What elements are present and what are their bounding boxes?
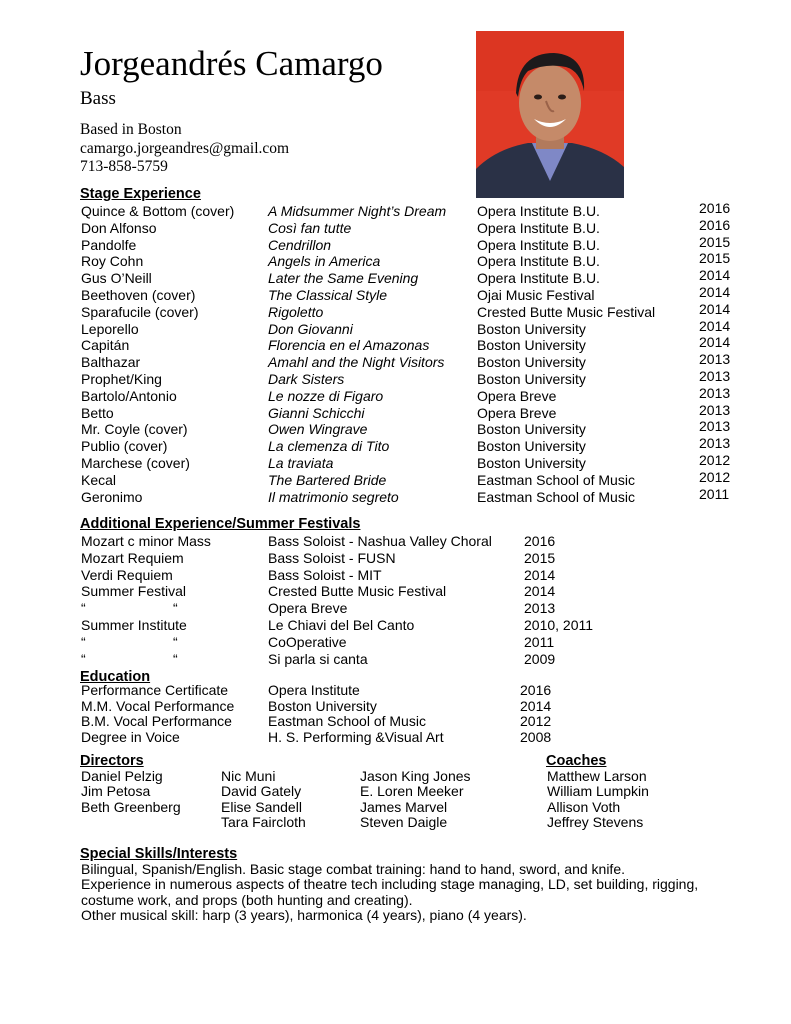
director-cell: E. Loren Meeker <box>360 783 464 800</box>
role-cell: Beethoven (cover) <box>81 286 196 303</box>
work-cell: Dark Sisters <box>268 370 345 387</box>
headshot-photo <box>476 31 624 198</box>
company-cell: Opera Breve <box>477 387 557 404</box>
company-cell: Eastman School of Music <box>477 488 635 505</box>
work-cell: Florencia en el Amazonas <box>268 337 430 354</box>
coaches-heading: Coaches <box>546 753 607 769</box>
company-cell: Eastman School of Music <box>477 471 635 488</box>
role-cell: Don Alfonso <box>81 219 157 236</box>
email-text: camargo.jorgeandres@gmail.com <box>80 139 290 157</box>
company-cell: Boston University <box>477 454 586 471</box>
coach-cell: Allison Voth <box>547 798 621 815</box>
coach-cell: Matthew Larson <box>547 768 647 784</box>
school-cell: Opera Institute <box>268 682 360 698</box>
work-cell: Verdi Requiem <box>81 566 173 583</box>
coach-cell: Jeffrey Stevens <box>547 814 644 831</box>
company-cell: Opera Institute B.U. <box>477 203 600 219</box>
year-cell: 2013 <box>699 435 731 452</box>
detail-cell: Le Chiavi del Bel Canto <box>268 616 415 633</box>
directors-heading: Directors <box>80 753 144 769</box>
work-cell: “ <box>81 650 86 667</box>
work-cell: Mozart Requiem <box>81 549 184 566</box>
ditto-cell: “ <box>173 650 178 667</box>
role-cell: Bartolo/Antonio <box>81 387 177 404</box>
coach-cell: William Lumpkin <box>547 783 649 800</box>
company-cell: Boston University <box>477 370 586 387</box>
work-cell: La traviata <box>268 454 334 471</box>
year-cell: 2014 <box>524 583 556 600</box>
candidate-name: Jorgeandrés Camargo <box>80 44 383 83</box>
role-cell: Prophet/King <box>81 370 162 387</box>
work-cell: Don Giovanni <box>268 320 353 337</box>
work-cell: Le nozze di Figaro <box>268 387 384 404</box>
work-cell: Angels in America <box>268 253 381 270</box>
skill-line: Other musical skill: harp (3 years), harmonica (4 years), piano (4 years). <box>81 907 527 924</box>
skill-line: Bilingual, Spanish/English. Basic stage combat training: hand to hand, sword, and knife. <box>81 861 625 877</box>
year-cell: 2015 <box>699 233 731 250</box>
detail-cell: Si parla si canta <box>268 650 368 667</box>
year-cell: 2014 <box>524 566 556 583</box>
role-cell: Sparafucile (cover) <box>81 303 199 320</box>
detail-cell: Opera Breve <box>268 600 348 617</box>
contact-block <box>80 121 289 177</box>
year-cell: 2013 <box>699 384 731 401</box>
role-cell: Publio (cover) <box>81 438 168 455</box>
company-cell: Boston University <box>477 438 586 455</box>
year-cell: 2016 <box>524 533 556 549</box>
location-text: Based in Boston <box>80 121 182 138</box>
role-cell: Capitán <box>81 337 130 354</box>
company-cell: Boston University <box>477 421 586 438</box>
work-cell: Summer Institute <box>81 616 187 633</box>
year-cell: 2015 <box>524 549 556 566</box>
company-cell: Opera Institute B.U. <box>477 253 600 270</box>
school-cell: Eastman School of Music <box>268 713 426 730</box>
work-cell: Così fan tutte <box>268 219 352 236</box>
work-cell: A Midsummer Night’s Dream <box>268 203 447 219</box>
year-cell: 2016 <box>699 216 731 233</box>
role-cell: Mr. Coyle (cover) <box>81 421 188 438</box>
director-cell: Tara Faircloth <box>221 814 306 831</box>
year-cell: 2011 <box>699 485 730 502</box>
role-cell: Quince & Bottom (cover) <box>81 203 235 219</box>
year-cell: 2013 <box>699 418 731 435</box>
school-cell: Boston University <box>268 697 377 714</box>
director-cell: Elise Sandell <box>221 798 302 815</box>
year-cell: 2014 <box>699 317 731 334</box>
year-cell: 2014 <box>699 283 731 300</box>
ditto-cell: “ <box>173 633 178 650</box>
company-cell: Opera Institute B.U. <box>477 270 600 287</box>
company-cell: Crested Butte Music Festival <box>477 303 656 320</box>
education-heading: Education <box>80 669 151 685</box>
year-cell: 2016 <box>699 200 731 216</box>
year-cell: 2013 <box>699 367 731 384</box>
company-cell: Boston University <box>477 354 586 371</box>
detail-cell: Bass Soloist - MIT <box>268 566 382 583</box>
special-skills-heading: Special Skills/Interests <box>80 846 238 862</box>
school-cell: H. S. Performing &Visual Art <box>268 728 444 745</box>
work-cell: La clemenza di Tito <box>268 438 390 455</box>
director-cell: James Marvel <box>360 798 448 815</box>
company-cell: Opera Breve <box>477 404 557 421</box>
degree-cell: M.M. Vocal Performance <box>81 697 235 714</box>
role-cell: Betto <box>81 404 114 421</box>
work-cell: Owen Wingrave <box>268 421 368 438</box>
work-cell: “ <box>81 633 86 650</box>
role-cell: Kecal <box>81 471 117 488</box>
company-cell: Ojai Music Festival <box>477 286 595 303</box>
director-cell: Jason King Jones <box>360 768 471 784</box>
work-cell: The Bartered Bride <box>268 471 387 488</box>
director-cell: Daniel Pelzig <box>81 768 163 784</box>
director-cell: Jim Petosa <box>81 783 151 800</box>
year-cell: 2009 <box>524 650 556 667</box>
work-cell: “ <box>81 600 86 617</box>
ditto-cell: “ <box>173 600 178 617</box>
work-cell: Il matrimonio segreto <box>268 488 399 505</box>
work-cell: Summer Festival <box>81 583 187 600</box>
role-cell: Gus O’Neill <box>81 270 152 287</box>
degree-cell: Degree in Voice <box>81 728 180 745</box>
year-cell: 2014 <box>699 300 731 317</box>
detail-cell: Bass Soloist - FUSN <box>268 549 396 566</box>
voice-type: Bass <box>80 88 116 109</box>
phone-text: 713-858-5759 <box>80 158 168 175</box>
year-cell: 2014 <box>699 267 731 284</box>
work-cell: Rigoletto <box>268 303 324 320</box>
work-cell: Mozart c minor Mass <box>81 533 211 549</box>
year-cell: 2008 <box>520 728 552 745</box>
year-cell: 2011 <box>524 633 555 650</box>
year-cell: 2012 <box>699 468 731 485</box>
stage-experience-heading: Stage Experience <box>80 186 201 202</box>
work-cell: Cendrillon <box>268 236 332 253</box>
company-cell: Opera Institute B.U. <box>477 236 600 253</box>
year-cell: 2012 <box>520 713 552 730</box>
director-cell: David Gately <box>221 783 302 800</box>
special-skills-text <box>81 862 741 924</box>
year-cell: 2016 <box>520 682 552 698</box>
role-cell: Marchese (cover) <box>81 454 190 471</box>
role-cell: Geronimo <box>81 488 143 505</box>
director-cell: Steven Daigle <box>360 814 448 831</box>
role-cell: Pandolfe <box>81 236 137 253</box>
year-cell: 2014 <box>699 334 731 351</box>
detail-cell: Bass Soloist - Nashua Valley Choral <box>268 533 492 549</box>
company-cell: Opera Institute B.U. <box>477 219 600 236</box>
year-cell: 2013 <box>699 401 731 418</box>
director-cell: Nic Muni <box>221 768 276 784</box>
work-cell: The Classical Style <box>268 286 388 303</box>
degree-cell: B.M. Vocal Performance <box>81 713 232 730</box>
detail-cell: CoOperative <box>268 633 347 650</box>
skill-line: Experience in numerous aspects of theatre tech including stage managing, LD, set building, rigging, costume work, and props (both hunting and creating). <box>81 876 699 908</box>
year-cell: 2015 <box>699 250 731 267</box>
work-cell: Later the Same Evening <box>268 270 419 287</box>
year-cell: 2013 <box>524 600 556 617</box>
role-cell: Leporello <box>81 320 139 337</box>
company-cell: Boston University <box>477 337 586 354</box>
work-cell: Gianni Schicchi <box>268 404 365 421</box>
role-cell: Balthazar <box>81 354 141 371</box>
director-cell: Beth Greenberg <box>81 798 181 815</box>
detail-cell: Crested Butte Music Festival <box>268 583 447 600</box>
role-cell: Roy Cohn <box>81 253 144 270</box>
year-cell: 2013 <box>699 351 731 368</box>
year-cell: 2014 <box>520 697 552 714</box>
work-cell: Amahl and the Night Visitors <box>268 354 445 371</box>
company-cell: Boston University <box>477 320 586 337</box>
additional-experience-heading: Additional Experience/Summer Festivals <box>80 516 361 532</box>
year-cell: 2010, 2011 <box>524 616 594 633</box>
year-cell: 2012 <box>699 451 731 468</box>
degree-cell: Performance Certificate <box>81 682 229 698</box>
